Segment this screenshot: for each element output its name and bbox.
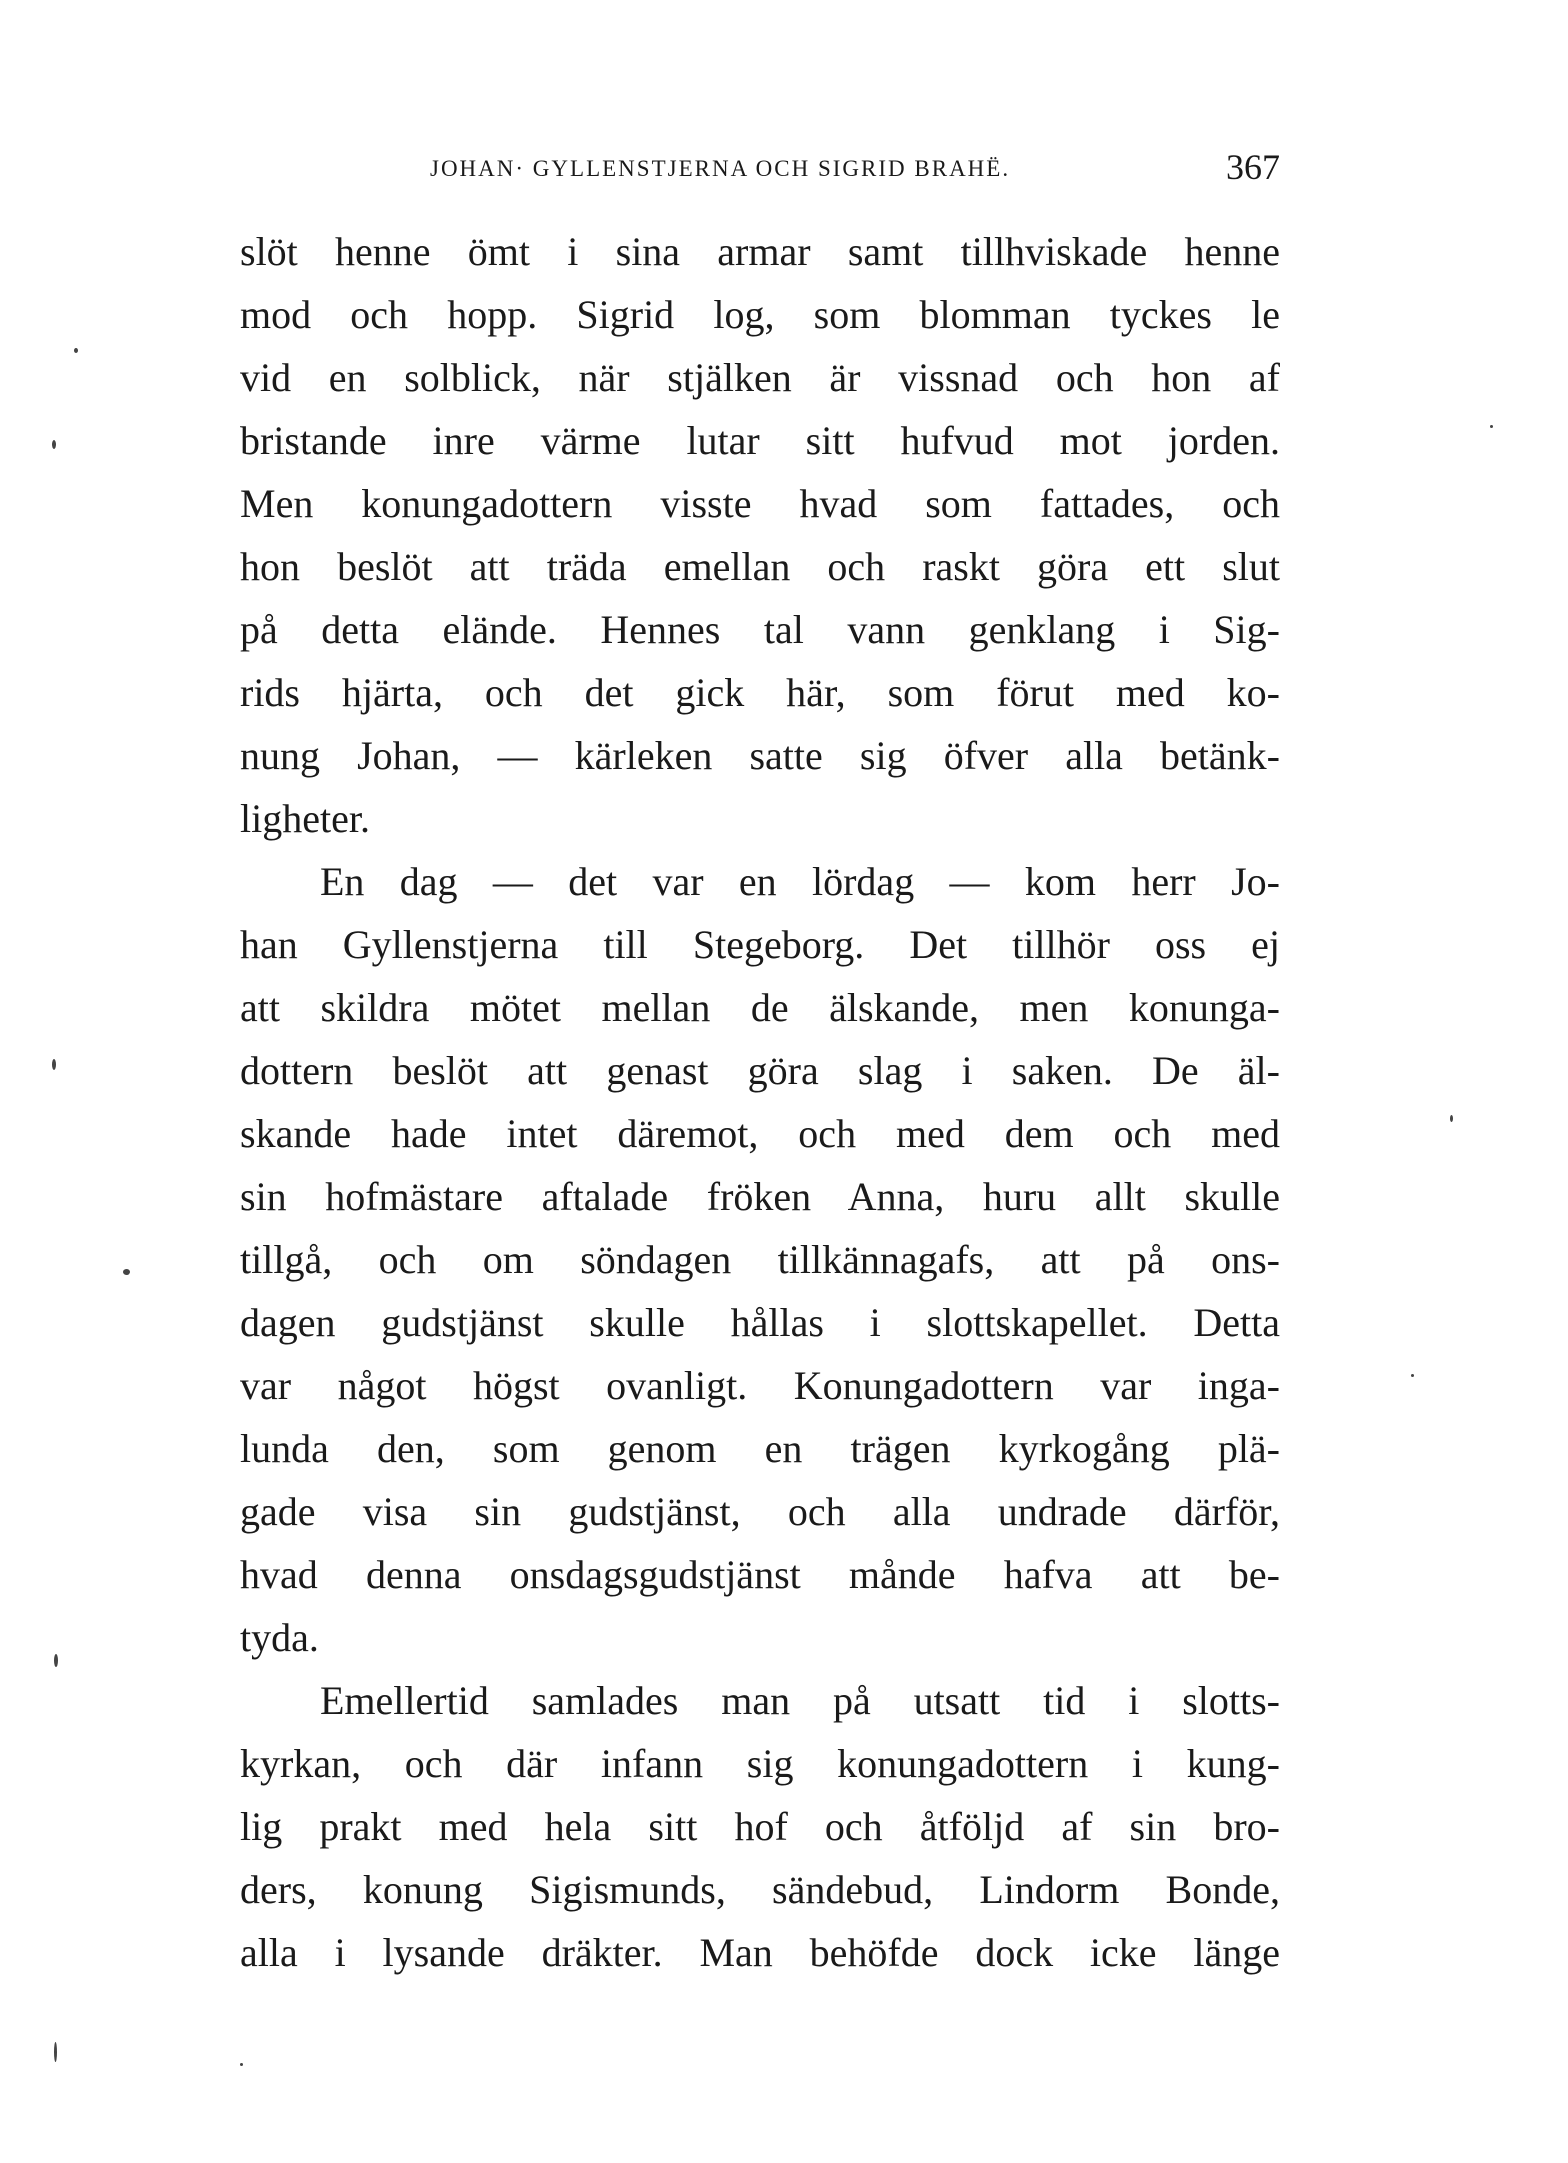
- text-line: tyda.: [240, 1615, 319, 1660]
- text-line: lunda den, som genom en trägen kyrkogång plä-: [240, 1426, 1280, 1471]
- running-title: JOHAN· GYLLENSTJERNA OCH SIGRID BRAHË.: [430, 156, 1011, 181]
- text-line: rids hjärta, och det gick här, som förut med ko-: [240, 670, 1280, 715]
- scan-speck: [1490, 425, 1493, 428]
- text-line: skande hade intet däremot, och med dem och med: [240, 1111, 1280, 1156]
- text-line: slöt henne ömt i sina armar samt tillhviskade henne: [240, 229, 1280, 274]
- scan-speck: [54, 1654, 58, 1667]
- text-line: alla i lysande dräkter. Man behöfde dock icke länge: [240, 1930, 1280, 1975]
- text-line: vid en solblick, när stjälken är vissnad och hon af: [240, 355, 1280, 400]
- body-text: [240, 220, 1280, 1984]
- scan-speck: [52, 440, 56, 449]
- text-line: ligheter.: [240, 796, 370, 841]
- text-line: mod och hopp. Sigrid log, som blomman tyckes le: [240, 292, 1280, 337]
- text-line: hvad denna onsdagsgudstjänst månde hafva att be-: [240, 1552, 1280, 1597]
- text-line: hon beslöt att träda emellan och raskt göra ett slut: [240, 544, 1280, 589]
- text-line: gade visa sin gudstjänst, och alla undrade därför,: [240, 1489, 1280, 1534]
- text-line: nung Johan, — kärleken satte sig öfver alla betänk-: [240, 733, 1280, 778]
- scan-speck: [74, 348, 78, 353]
- text-line: ders, konung Sigismunds, sändebud, Lindorm Bonde,: [240, 1867, 1280, 1912]
- page-number: 367: [1226, 147, 1280, 187]
- text-line: att skildra mötet mellan de älskande, men konunga-: [240, 985, 1280, 1030]
- scan-speck: [1411, 1374, 1414, 1377]
- scan-speck: [54, 2042, 57, 2062]
- scan-speck: [1450, 1115, 1453, 1122]
- text-line: bristande inre värme lutar sitt hufvud mot jorden.: [240, 418, 1280, 463]
- text-line: var något högst ovanligt. Konungadottern var inga-: [240, 1363, 1280, 1408]
- running-header: [240, 147, 1280, 200]
- text-line: sin hofmästare aftalade fröken Anna, huru allt skulle: [240, 1174, 1280, 1219]
- scan-speck: [52, 1059, 56, 1070]
- text-line: lig prakt med hela sitt hof och åtföljd af sin bro-: [240, 1804, 1280, 1849]
- text-line: tillgå, och om söndagen tillkännagafs, att på ons-: [240, 1237, 1280, 1282]
- text-line: på detta elände. Hennes tal vann genklang i Sig-: [240, 607, 1280, 652]
- scan-speck: [240, 2063, 243, 2066]
- text-line: kyrkan, och där infann sig konungadottern i kung-: [240, 1741, 1280, 1786]
- text-line: dottern beslöt att genast göra slag i saken. De äl-: [240, 1048, 1280, 1093]
- text-line: dagen gudstjänst skulle hållas i slottskapellet. Detta: [240, 1300, 1280, 1345]
- text-line: Men konungadottern visste hvad som fattades, och: [240, 481, 1280, 526]
- text-line: han Gyllenstjerna till Stegeborg. Det tillhör oss ej: [240, 922, 1280, 967]
- text-line: Emellertid samlades man på utsatt tid i slotts-: [320, 1678, 1280, 1723]
- scan-speck: [123, 1269, 130, 1275]
- text-line: En dag — det var en lördag — kom herr Jo-: [320, 859, 1280, 904]
